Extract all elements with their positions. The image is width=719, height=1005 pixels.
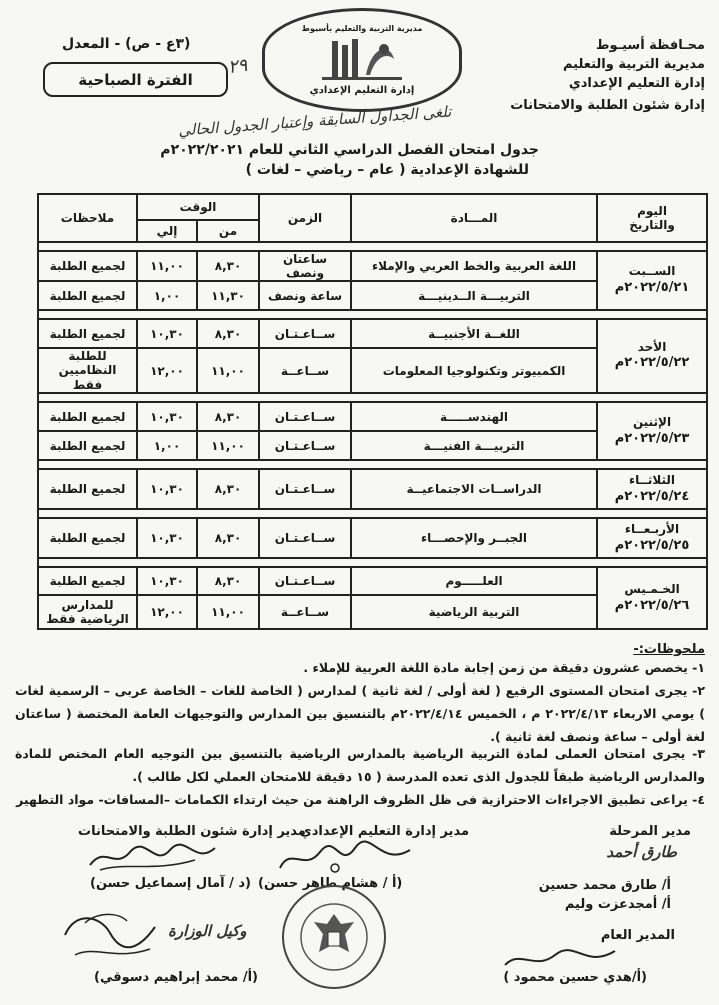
to-cell: ١٢,٠٠ [137,595,197,629]
header-time: الوقت [137,194,259,220]
duration-cell: ســاعـتـان [259,319,351,348]
stage-director-signature: طارق أحمد [606,843,677,861]
notes-cell: لجميع الطلبة [38,518,137,558]
header-day: اليوم والتاريخ [597,194,707,242]
from-cell: ٨,٣٠ [197,251,259,281]
stage-director-name-2: أ/ أمجدعزت وليم [564,897,671,912]
deputy-name: (أ/ محمد إبراهيم دسوقي) [94,970,258,985]
subject-cell: التربية الرياضية [351,595,597,629]
table-row [38,402,707,431]
from-cell: ١١,٠٠ [197,348,259,393]
note-item: ٣- يجرى امتحان العملى لمادة التربية الرياضية بالمدارس الرياضية بالتنسيق بين التوجيه العام المختص للمادة والمدارس الرياضية طبقاً للجدول الذى تعده المدرسة ( ١٥ دقيقة للامتحان العملي لكل طالب ). [15,746,705,784]
from-cell: ٨,٣٠ [197,469,259,509]
governorate-label: محـافظة أسيـوط [596,38,705,53]
deputy-title: وكيل الوزارة [168,922,247,940]
duration-cell: ســاعـتـان [259,567,351,595]
to-cell: ١٠,٣٠ [137,567,197,595]
notes-title: ملحوظات:- [633,642,705,657]
header-from: من [197,220,259,242]
note-item: ٤- يراعى تطبيق الاجراءات الاحترازية فى ظل الظروف الراهنة من حيث ارتداء الكمامات –المسافات- مواد التطهير [16,792,705,807]
subject-cell: التربيـــة الفنيـــة [351,431,597,460]
subject-cell: التربيـــة الــدينيـــة [351,281,597,310]
duration-cell: ساعة ونصف [259,281,351,310]
header-subject: المـــادة [351,194,597,242]
schedule-subtitle: للشهادة الإعدادية ( عام – رياضي – لغات ) [245,162,529,178]
signature-scribble [85,840,220,876]
logo-bottom-text: إدارة التعليم الإعدادي [309,85,415,96]
to-cell: ١٠,٣٠ [137,402,197,431]
logo-top-text: مديرية التربية والتعليم بأسيوط [301,24,423,33]
handwritten-note: تلغى الجداول السابقة وإعتبار الجدول الحالي [177,102,452,140]
stage-director-title: مدير المرحلة [609,824,691,839]
notes-cell: لجميع الطلبة [38,319,137,348]
from-cell: ٨,٣٠ [197,319,259,348]
day-cell: الأحد ٢٠٢٢/٥/٢٢م [597,319,707,393]
notes-cell: لجميع الطلبة [38,567,137,595]
schedule-title: جدول امتحان الفصل الدراسي الثاني للعام ٢٠٢٢/٢٠٢١م [160,142,539,158]
duration-cell: ســاعــة [259,595,351,629]
table-row [38,251,707,281]
subject-cell: الجبــر والإحصـــاء [351,518,597,558]
subject-cell: الدراســات الاجتماعيــة [351,469,597,509]
day-cell: الخـمـيس ٢٠٢٢/٥/٢٦م [597,567,707,629]
notes-cell: لجميع الطلبة [38,281,137,310]
ministry-logo [262,8,462,112]
directorate-label: مديرية التربية والتعليم [562,57,705,72]
prep-director-name: (أ / هشام طاهر حسن) [258,876,403,891]
stage-director-name-1: أ/ طارق محمد حسين [538,878,671,893]
notes-cell: لجميع الطلبة [38,402,137,431]
to-cell: ١,٠٠ [137,281,197,310]
affairs-director-name: (د / آمال إسماعيل حسن) [90,876,251,891]
duration-cell: ســاعـتـان [259,518,351,558]
table-row [38,518,707,558]
to-cell: ١٠,٣٠ [137,518,197,558]
general-director-name: (أ/هدي حسين محمود ) [503,970,647,985]
day-cell: الثلاثــاء ٢٠٢٢/٥/٢٤م [597,469,707,509]
notes-cell: للطلبة النظاميين فقط [38,348,137,393]
to-cell: ١٠,٣٠ [137,469,197,509]
duration-cell: ســاعـتـان [259,431,351,460]
signature-scribble [275,838,415,878]
header-notes: ملاحظات [38,194,137,242]
header-duration: الزمن [259,194,351,242]
to-cell: ١,٠٠ [137,431,197,460]
duration-cell: ساعتان ونصف [259,251,351,281]
note-item: ١- يخصص عشرون دقيقة من زمن إجابة مادة اللغة العربية للإملاء . [303,660,705,675]
subject-cell: اللغة العربية والخط العربي والإملاء [351,251,597,281]
from-cell: ٨,٣٠ [197,402,259,431]
subject-cell: الهندســـــة [351,402,597,431]
notes-cell: لجميع الطلبة [38,431,137,460]
day-cell: الإثنين ٢٠٢٢/٥/٢٣م [597,402,707,460]
table-row [38,567,707,595]
notes-cell: لجميع الطلبة [38,251,137,281]
to-cell: ١٠,٣٠ [137,319,197,348]
schedule-table [37,193,708,630]
from-cell: ٨,٣٠ [197,518,259,558]
general-director-title: المدير العام [600,928,675,943]
notes-cell: لجميع الطلبة [38,469,137,509]
from-cell: ٨,٣٠ [197,567,259,595]
day-cell: الأربـعــاء ٢٠٢٢/٥/٢٥م [597,518,707,558]
duration-cell: ســاعـتـان [259,402,351,431]
duration-cell: ســاعــة [259,348,351,393]
to-cell: ١٢,٠٠ [137,348,197,393]
official-seal [282,885,386,989]
notes-cell: للمدارس الرياضية فقط [38,595,137,629]
from-cell: ١١,٠٠ [197,431,259,460]
signature-scribble [55,905,165,965]
handwritten-number: ٢٩ [226,54,249,79]
period-box [43,62,228,97]
to-cell: ١١,٠٠ [137,251,197,281]
day-cell: الســبت ٢٠٢٢/٥/٢١م [597,251,707,310]
note-item: ٢- يجرى امتحان المستوى الرفيع ( لغة أولى / لغة ثانية ) لمدارس ( الخاصة للغات – الخاصة عربى – الرسمية لغات ) يومي الاربعاء ٢٠٢٢/٤/١٣ م ، الخميس ٢٠٢٢/٤/١٤م بالتنسيق بين المدارس والتوجيهات العامة المختصة ( ساعتان لغة أولى – ساعة ونصف لغة ثانية ). [15,683,705,744]
table-row [38,469,707,509]
form-code: (٣ع - ص) - المعدل [62,36,191,52]
affairs-director-title: مدير إدارة شئون الطلبة والامتحانات [78,824,306,839]
duration-cell: ســاعـتـان [259,469,351,509]
eagle-emblem-icon [299,902,369,972]
subject-cell: الكمبيوتر وتكنولوجيا المعلومات [351,348,597,393]
subject-cell: اللغــة الأجنبيــة [351,319,597,348]
prep-admin-label: إدارة التعليم الإعدادي [568,76,705,91]
exams-admin-label: إدارة شئون الطلبة والامتحانات [510,98,705,113]
table-row [38,319,707,348]
books-icon [302,35,422,83]
subject-cell: العلـــــوم [351,567,597,595]
prep-director-title: مدير إدارة التعليم الإعدادي [299,824,469,839]
from-cell: ١١,٠٠ [197,595,259,629]
from-cell: ١١,٣٠ [197,281,259,310]
period-label: الفترة الصباحية [78,70,193,89]
header-to: إلي [137,220,197,242]
